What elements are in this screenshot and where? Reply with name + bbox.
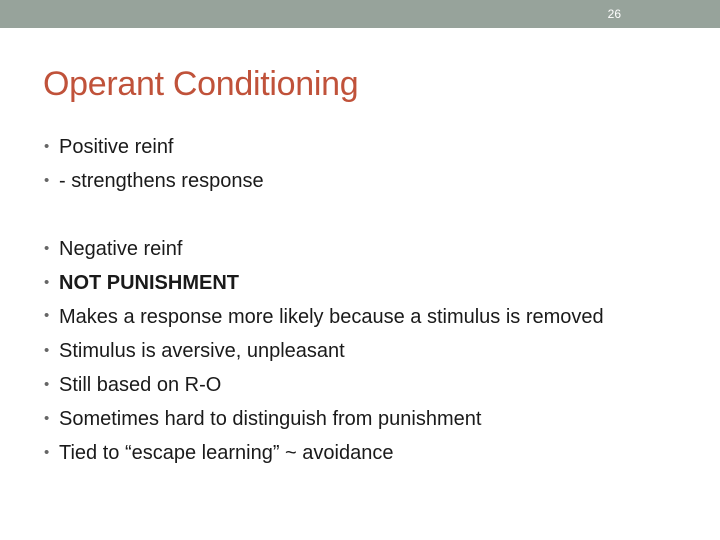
bullet-item (43, 402, 663, 436)
slide-title: Operant Conditioning (43, 65, 359, 103)
top-bar (0, 0, 720, 28)
bullet-text: Sometimes hard to distinguish from punishment (59, 408, 482, 430)
bullet-text: Tied to “escape learning” ~ avoidance (59, 442, 394, 464)
bullet-dot-icon: • (44, 240, 50, 257)
bullet-item (43, 368, 663, 402)
bullet-dot-icon: • (44, 172, 50, 189)
bullet-dot-icon: • (44, 342, 50, 359)
bullet-item (43, 232, 663, 266)
bullet-dot-icon: • (44, 138, 50, 155)
bullet-item (43, 436, 663, 470)
bullet-text: Still based on R-O (59, 374, 222, 396)
slide-number: 26 (607, 7, 621, 21)
bullet-text: Negative reinf (59, 238, 183, 260)
bullet-item (43, 266, 663, 300)
bullet-item (43, 164, 663, 198)
bullet-dot-icon: • (44, 410, 50, 427)
bullet-dot-icon: • (44, 307, 50, 324)
bullet-text: Stimulus is aversive, unpleasant (59, 340, 345, 362)
bullet-spacer (43, 198, 663, 232)
bullet-text: NOT PUNISHMENT (59, 272, 239, 294)
bullet-item (43, 130, 663, 164)
bullet-text: Makes a response more likely because a stimulus is removed (59, 306, 604, 328)
bullet-dot-icon: • (44, 274, 50, 291)
bullet-dot-icon: • (44, 376, 50, 393)
bullet-text: Positive reinf (59, 136, 174, 158)
bullet-item (43, 334, 663, 368)
bullet-dot-icon: • (44, 444, 50, 461)
bullet-list (43, 130, 663, 470)
bullet-item (43, 300, 663, 334)
bullet-text: - strengthens response (59, 170, 264, 192)
